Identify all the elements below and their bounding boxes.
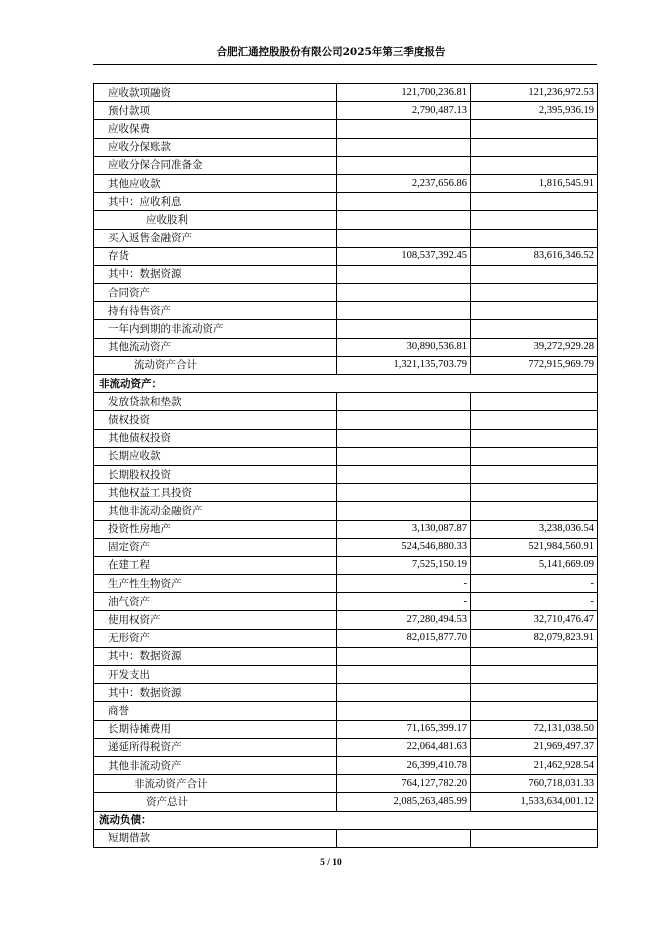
current-period-value: 7,525,150.19 <box>337 556 471 574</box>
table-row <box>94 520 598 538</box>
prior-period-value <box>471 156 598 174</box>
current-period-value <box>337 465 471 483</box>
table-row <box>94 284 598 302</box>
current-period-value: 2,085,263,485.99 <box>337 793 471 811</box>
table-row <box>94 756 598 774</box>
table-row <box>94 556 598 574</box>
section-title: 非流动资产： <box>94 375 598 393</box>
table-row <box>94 502 598 520</box>
current-period-value <box>337 193 471 211</box>
row-label: 存货 <box>94 247 337 265</box>
prior-period-value <box>471 302 598 320</box>
current-period-value: 121,700,236.81 <box>337 84 471 102</box>
current-period-value: 108,537,392.45 <box>337 247 471 265</box>
current-period-value <box>337 229 471 247</box>
row-label: 其中：应收利息 <box>94 193 337 211</box>
table-row <box>94 666 598 684</box>
current-period-value: - <box>337 575 471 593</box>
row-label: 流动资产合计 <box>94 356 337 374</box>
table-row <box>94 320 598 338</box>
prior-period-value: 521,984,560.91 <box>471 538 598 556</box>
current-period-value <box>337 702 471 720</box>
report-header: 合肥汇通控股股份有限公司2025年第三季度报告 <box>216 46 446 58</box>
table-row <box>94 429 598 447</box>
row-label: 长期股权投资 <box>94 465 337 483</box>
current-period-value <box>337 429 471 447</box>
current-period-value: 71,165,399.17 <box>337 720 471 738</box>
row-label: 债权投资 <box>94 411 337 429</box>
row-label: 其中：数据资源 <box>94 684 337 702</box>
row-label: 非流动资产合计 <box>94 775 337 793</box>
current-period-value <box>337 393 471 411</box>
row-label: 商誉 <box>94 702 337 720</box>
current-period-value <box>337 284 471 302</box>
current-period-value <box>337 447 471 465</box>
table-row <box>94 229 598 247</box>
current-period-value <box>337 484 471 502</box>
row-label: 持有待售资产 <box>94 302 337 320</box>
prior-period-value: - <box>471 575 598 593</box>
prior-period-value: 760,718,031.33 <box>471 775 598 793</box>
prior-period-value <box>471 502 598 520</box>
current-period-value: 30,890,536.81 <box>337 338 471 356</box>
row-label: 应收股利 <box>94 211 337 229</box>
prior-period-value: 5,141,669.09 <box>471 556 598 574</box>
row-label: 应收分保合同准备金 <box>94 156 337 174</box>
row-label: 油气资产 <box>94 593 337 611</box>
prior-period-value: 82,079,823.91 <box>471 629 598 647</box>
row-label: 合同资产 <box>94 284 337 302</box>
current-period-value <box>337 666 471 684</box>
table-row <box>94 611 598 629</box>
prior-period-value <box>471 211 598 229</box>
current-period-value: 2,790,487.13 <box>337 102 471 120</box>
current-period-value <box>337 320 471 338</box>
table-row <box>94 538 598 556</box>
table-row <box>94 247 598 265</box>
prior-period-value <box>471 229 598 247</box>
current-period-value: 26,399,410.78 <box>337 756 471 774</box>
table-row <box>94 575 598 593</box>
row-label: 递延所得税资产 <box>94 738 337 756</box>
table-row <box>94 629 598 647</box>
table-row <box>94 84 598 102</box>
row-label: 在建工程 <box>94 556 337 574</box>
row-label: 无形资产 <box>94 629 337 647</box>
row-label: 固定资产 <box>94 538 337 556</box>
prior-period-value: 32,710,476.47 <box>471 611 598 629</box>
table-row <box>94 702 598 720</box>
current-period-value: 27,280,494.53 <box>337 611 471 629</box>
prior-period-value: 72,131,038.50 <box>471 720 598 738</box>
current-period-value <box>337 647 471 665</box>
current-period-value: 2,237,656.86 <box>337 174 471 192</box>
prior-period-value <box>471 647 598 665</box>
prior-period-value <box>471 484 598 502</box>
table-row <box>94 156 598 174</box>
prior-period-value <box>471 193 598 211</box>
row-label: 开发支出 <box>94 666 337 684</box>
current-period-value <box>337 138 471 156</box>
prior-period-value: 3,238,036.54 <box>471 520 598 538</box>
current-period-value: 3,130,087.87 <box>337 520 471 538</box>
table-row <box>94 775 598 793</box>
table-row <box>94 447 598 465</box>
prior-period-value <box>471 666 598 684</box>
row-label: 其他债权投资 <box>94 429 337 447</box>
row-label: 长期待摊费用 <box>94 720 337 738</box>
row-label: 长期应收款 <box>94 447 337 465</box>
prior-period-value <box>471 138 598 156</box>
header-divider <box>93 64 597 65</box>
row-label: 发放贷款和垫款 <box>94 393 337 411</box>
prior-period-value <box>471 702 598 720</box>
row-label: 其中：数据资源 <box>94 265 337 283</box>
balance-sheet-table <box>93 83 598 848</box>
prior-period-value <box>471 465 598 483</box>
table-row <box>94 465 598 483</box>
row-label: 应收保费 <box>94 120 337 138</box>
prior-period-value <box>471 265 598 283</box>
prior-period-value: 1,533,634,001.12 <box>471 793 598 811</box>
table-row <box>94 720 598 738</box>
current-period-value: 82,015,877.70 <box>337 629 471 647</box>
prior-period-value: 121,236,972.53 <box>471 84 598 102</box>
prior-period-value <box>471 447 598 465</box>
table-row <box>94 829 598 847</box>
current-period-value: 22,064,481.63 <box>337 738 471 756</box>
row-label: 生产性生物资产 <box>94 575 337 593</box>
prior-period-value <box>471 393 598 411</box>
table-row <box>94 484 598 502</box>
prior-period-value <box>471 120 598 138</box>
prior-period-value: 21,462,928.54 <box>471 756 598 774</box>
row-label: 其他权益工具投资 <box>94 484 337 502</box>
row-label: 使用权资产 <box>94 611 337 629</box>
prior-period-value: 772,915,969.79 <box>471 356 598 374</box>
row-label: 其他流动资产 <box>94 338 337 356</box>
prior-period-value: 39,272,929.28 <box>471 338 598 356</box>
row-label: 买入返售金融资产 <box>94 229 337 247</box>
prior-period-value: 1,816,545.91 <box>471 174 598 192</box>
row-label: 其他非流动金融资产 <box>94 502 337 520</box>
row-label: 其中：数据资源 <box>94 647 337 665</box>
current-period-value <box>337 411 471 429</box>
row-label: 一年内到期的非流动资产 <box>94 320 337 338</box>
current-period-value <box>337 265 471 283</box>
row-label: 应收款项融资 <box>94 84 337 102</box>
prior-period-value: 83,616,346.52 <box>471 247 598 265</box>
prior-period-value <box>471 411 598 429</box>
table-row <box>94 647 598 665</box>
table-row <box>94 302 598 320</box>
current-period-value <box>337 156 471 174</box>
section-title: 流动负债： <box>94 811 598 829</box>
table-row <box>94 411 598 429</box>
row-label: 应收分保账款 <box>94 138 337 156</box>
current-period-value: 764,127,782.20 <box>337 775 471 793</box>
current-period-value: 524,546,880.33 <box>337 538 471 556</box>
table-row <box>94 338 598 356</box>
prior-period-value <box>471 320 598 338</box>
table-row <box>94 174 598 192</box>
current-period-value <box>337 684 471 702</box>
row-label: 预付款项 <box>94 102 337 120</box>
current-period-value: 1,321,135,703.79 <box>337 356 471 374</box>
prior-period-value: - <box>471 593 598 611</box>
prior-period-value <box>471 829 598 847</box>
current-period-value: - <box>337 593 471 611</box>
current-period-value <box>337 211 471 229</box>
table-row <box>94 356 598 374</box>
current-period-value <box>337 120 471 138</box>
table-row <box>94 102 598 120</box>
prior-period-value <box>471 429 598 447</box>
row-label: 短期借款 <box>94 829 337 847</box>
row-label: 其他非流动资产 <box>94 756 337 774</box>
table-row <box>94 120 598 138</box>
current-period-value <box>337 829 471 847</box>
section-header-row <box>94 375 598 393</box>
table-row <box>94 593 598 611</box>
row-label: 投资性房地产 <box>94 520 337 538</box>
current-period-value <box>337 502 471 520</box>
table-row <box>94 684 598 702</box>
table-row <box>94 393 598 411</box>
table-row <box>94 193 598 211</box>
prior-period-value: 21,969,497.37 <box>471 738 598 756</box>
prior-period-value: 2,395,936.19 <box>471 102 598 120</box>
balance-sheet-body <box>94 84 598 848</box>
table-row <box>94 265 598 283</box>
row-label: 资产总计 <box>94 793 337 811</box>
row-label: 其他应收款 <box>94 174 337 192</box>
current-period-value <box>337 302 471 320</box>
table-row <box>94 793 598 811</box>
page-number: 5 / 10 <box>320 858 342 868</box>
section-header-row <box>94 811 598 829</box>
table-row <box>94 138 598 156</box>
prior-period-value <box>471 284 598 302</box>
table-row <box>94 738 598 756</box>
prior-period-value <box>471 684 598 702</box>
table-row <box>94 211 598 229</box>
